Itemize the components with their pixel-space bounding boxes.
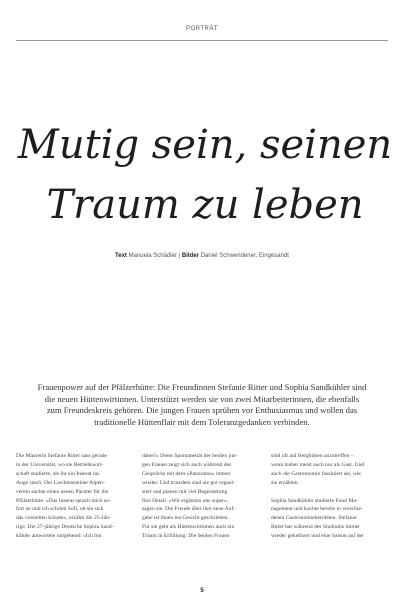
body-line: Sophia Sandkühler studierte Food Ma-	[271, 497, 358, 504]
body-column-1	[16, 452, 133, 541]
body-line: fort an und ich schrieb Sofi, ob sie sich	[16, 506, 104, 513]
lead-line: die neuen Hüttenwirtinnen. Unterstützt werden sie von zwei Mitarbeiterinnen, die ebenfalls	[44, 393, 360, 404]
body-line: denen Gastronomiebetrieben. Stefanie	[271, 515, 357, 522]
body-line: verein suchte einen neuen Pächter für die	[16, 488, 109, 495]
lead-line: Frauenpower auf der Pfälzerhütte: Die Freundinnen Stefanie Ritter und Sophia Sandkühler sind	[37, 382, 367, 392]
body-line: wieder. Und trotzdem sind sie gut organi-	[142, 479, 235, 486]
section-label: PORTRÄT	[185, 26, 219, 32]
body-line: in der Universität, wo sie Betriebswirt-	[16, 461, 104, 468]
handwritten-title	[17, 108, 393, 238]
body-line: wenn bisher meist auch nur als Gast. Und	[271, 461, 365, 468]
body-line: Gesprächs mit dem «Panorama» immer	[142, 470, 231, 477]
body-line: rige. Die 27-jährige Deutsche Sophia Sand-	[16, 524, 114, 531]
lead-line: zum Freundeskreis gehören. Die jungen Frauen sprühen vor Enthusiasmus und wollen das	[46, 405, 358, 416]
lead-paragraph	[34, 382, 370, 428]
body-line: Die Maurerin Stefanie Ritter sass gerade	[16, 453, 107, 459]
paragraph-gap	[271, 488, 388, 497]
body-line: Ritter hat während des Studiums immer	[271, 524, 361, 531]
body-column-2	[142, 452, 259, 541]
body-line: wieder gekellnert und eine Saison auf der	[271, 533, 364, 540]
credits-images-value: Daniel Schwendener, Eingesandt	[200, 253, 289, 259]
credits	[0, 253, 404, 259]
body-line: sie erzählen.	[271, 479, 299, 486]
body-line: dabei!» Diese Spontaneität der beiden jun-	[142, 453, 238, 459]
body-line: Auge stach: Der Liechtensteiner Alpen-	[16, 479, 105, 486]
body-column-3	[271, 452, 388, 541]
body-line: gen Frauen zeigt sich auch während des	[142, 461, 232, 468]
header-divider	[16, 40, 388, 41]
title-line-2: Traum zu leben	[46, 182, 364, 228]
body-line: siert und planen mit viel Begeisterung	[142, 488, 228, 495]
body-columns	[16, 452, 388, 560]
body-line: Pfälzerhütte. «Das Inserat sprach mich so-	[16, 497, 111, 504]
body-line: auch die Gastronomie fasziniert sie, wie	[271, 470, 361, 477]
body-line: sagen sie. Die Freude über ihre neue Auf-	[142, 506, 236, 513]
credits-separator: |	[178, 253, 181, 259]
body-line: Traum in Erfüllung: Die beiden Frauen	[142, 533, 230, 540]
credits-text-value: Manuela Schädler	[128, 253, 177, 259]
page-number: 5	[200, 588, 204, 594]
credits-images-label: Bilder	[181, 253, 199, 259]
body-line: kühler antwortete umgehend: «Ich bin	[16, 533, 102, 540]
body-line: fürs Detail. «Wir ergänzen uns super»,	[142, 497, 229, 504]
body-line: das vorstellen könnte», erzählt die 25-Jäh-	[16, 515, 111, 522]
title-line-1: Mutig sein, seinen	[17, 122, 393, 168]
body-line: gabe ist ihnen ins Gesicht geschrieben.	[142, 515, 229, 522]
lead-line: traditionelle Hüttenflair mit dem Toleranzgedanken verbinden.	[94, 416, 310, 427]
body-line: sind oft auf Berghütten anzutreffen –	[271, 453, 354, 459]
credits-text-label: Text	[115, 253, 127, 259]
body-line: nagement und kochte bereits in verschie-	[271, 506, 363, 513]
body-line: Für sie geht als Hüttenwirtinnen auch ein	[142, 524, 235, 531]
body-line: schaft studierte, als ihr ein Inserat ins	[16, 470, 100, 477]
